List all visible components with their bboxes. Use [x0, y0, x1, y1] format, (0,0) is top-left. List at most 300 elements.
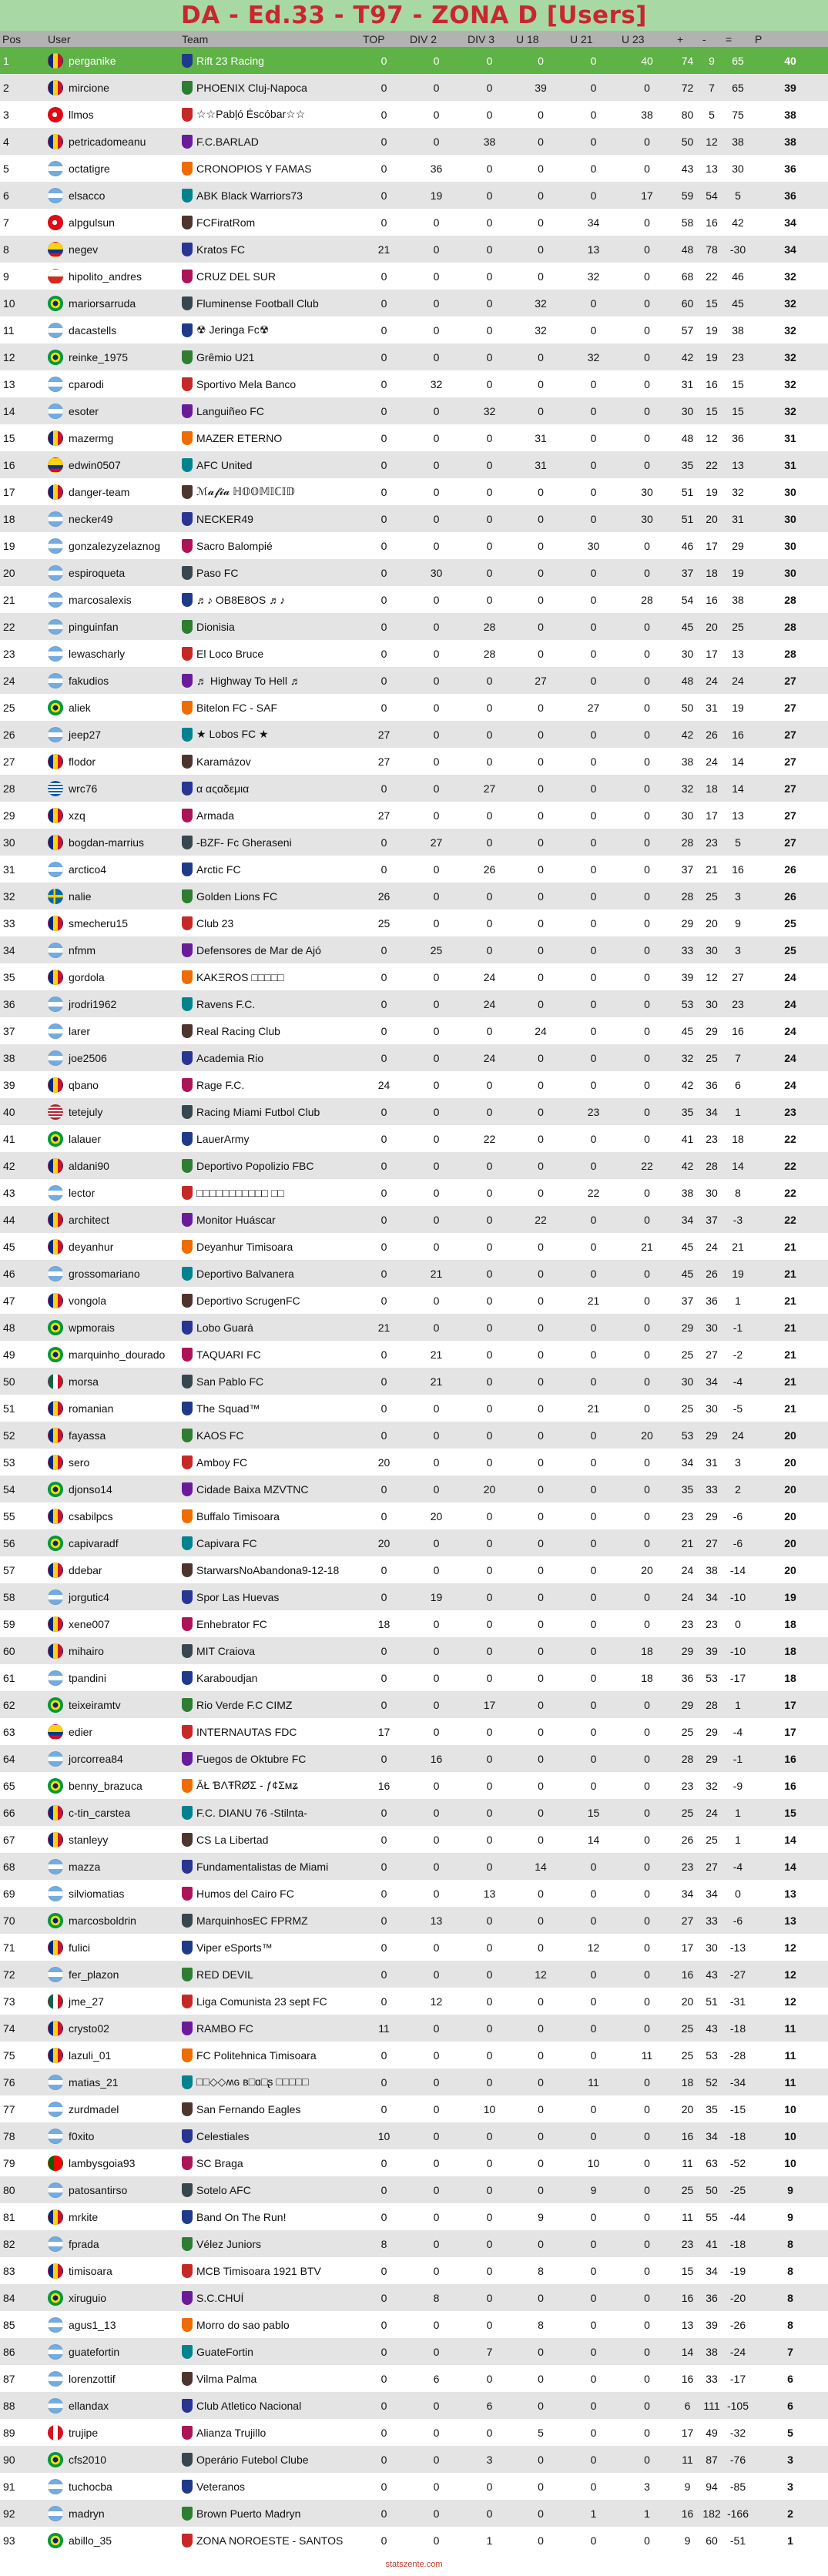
row-u21: 0	[590, 1860, 597, 1873]
row-eq: -1	[732, 1752, 743, 1765]
row-team-cell	[179, 2176, 360, 2203]
row-points: 20	[784, 1536, 796, 1549]
col-header-eq[interactable]: =	[726, 32, 732, 45]
row-user-link[interactable]: teixeiramtv	[69, 1698, 121, 1711]
row-user-link[interactable]: fulici	[69, 1941, 91, 1954]
row-div3: 0	[486, 1348, 493, 1361]
row-u21: 0	[590, 1536, 597, 1549]
row-user-link[interactable]: silviomatias	[69, 1887, 125, 1900]
row-team-link[interactable]: Dionisia	[196, 620, 235, 633]
row-team-link[interactable]: Ravens F.C.	[196, 997, 256, 1010]
row-user-link[interactable]: xene007	[69, 1617, 110, 1630]
row-div2: 32	[430, 377, 443, 390]
row-points: 32	[784, 323, 796, 337]
row-team-link[interactable]: Deportivo ScrugenFC	[196, 1294, 300, 1307]
row-eq: 13	[732, 458, 744, 471]
row-user-link[interactable]: mariorsarruda	[69, 296, 136, 310]
row-minus: 29	[706, 1429, 718, 1442]
row-user-link[interactable]: jorcorrea84	[69, 1752, 123, 1765]
col-header-points[interactable]: P	[755, 32, 763, 45]
row-user-link[interactable]: necker49	[69, 512, 113, 525]
row-user-link[interactable]: ellandax	[69, 2399, 109, 2412]
row-user-link[interactable]: gonzalezyzelaznog	[69, 539, 161, 552]
row-user-link[interactable]: jme_27	[69, 1995, 104, 2008]
row-user-link[interactable]: llmos	[69, 108, 94, 121]
row-div2: 0	[433, 243, 440, 256]
row-user-link[interactable]: lector	[69, 1186, 96, 1199]
country-flag-icon	[48, 862, 63, 877]
col-header-u23[interactable]: U 23	[622, 32, 645, 45]
row-div2: 0	[433, 782, 440, 795]
row-user-link[interactable]: mrkite	[69, 2210, 99, 2223]
row-user-link[interactable]: edwin0507	[69, 458, 121, 471]
row-user-link[interactable]: agus1_13	[69, 2318, 116, 2331]
row-u23: 0	[644, 2237, 650, 2250]
row-user-link[interactable]: esoter	[69, 404, 99, 417]
row-plus: 34	[681, 1213, 694, 1226]
col-header-u21[interactable]: U 21	[570, 32, 593, 45]
row-user-link[interactable]: patosantirso	[69, 2183, 128, 2196]
row-user-link[interactable]: timisoara	[69, 2264, 112, 2277]
row-team-link[interactable]: FC Politehnica Timisoara	[196, 2048, 317, 2062]
row-team-link[interactable]: Lobo Guará	[196, 1321, 253, 1334]
row-eq: -3	[732, 1213, 743, 1226]
row-team-link[interactable]: ★ Lobos FC ★	[196, 728, 269, 740]
row-team-link[interactable]: Alianza Trujillo	[196, 2426, 267, 2439]
row-user-link[interactable]: gordola	[69, 970, 105, 983]
row-user-link[interactable]: octatigre	[69, 162, 110, 175]
row-user-link[interactable]: marcosalexis	[69, 593, 132, 606]
row-user-link[interactable]: joe2506	[69, 1051, 107, 1064]
row-team-link[interactable]: □□□□□□□□□□□ □□	[196, 1186, 284, 1199]
row-points: 21	[784, 1402, 796, 1415]
row-points: 24	[784, 1051, 796, 1064]
team-crest-icon	[182, 323, 193, 337]
col-header-top[interactable]: TOP	[363, 32, 385, 45]
row-team-link[interactable]: Grêmio U21	[196, 350, 255, 363]
row-team-link[interactable]: FCFiratRom	[196, 216, 256, 229]
col-header-pos[interactable]: Pos	[2, 32, 22, 45]
row-user-cell	[45, 640, 179, 667]
row-user-link[interactable]: aldani90	[69, 1159, 109, 1172]
row-div2: 0	[433, 108, 440, 121]
row-team-link[interactable]: Operário Futebol Clube	[196, 2453, 309, 2466]
row-user-link[interactable]: fer_plazon	[69, 1968, 119, 1981]
row-u23: 0	[644, 2399, 650, 2412]
row-team-link[interactable]: ♬♪ OB8E8OS ♬♪	[196, 593, 286, 606]
row-user-link[interactable]: fayassa	[69, 1429, 106, 1442]
row-team-link[interactable]: Academia Rio	[196, 1051, 264, 1064]
row-top: 0	[380, 701, 387, 714]
col-header-minus[interactable]: -	[702, 32, 706, 45]
row-user-link[interactable]: nfmm	[69, 943, 96, 956]
row-eq: -34	[729, 2075, 746, 2089]
row-div2: 0	[433, 431, 440, 444]
row-team-link[interactable]: Sotelo AFC	[196, 2183, 251, 2196]
row-pos: 74	[3, 2022, 15, 2035]
row-team-link[interactable]: Deportivo Popolizio FBC	[196, 1159, 314, 1172]
row-user-link[interactable]: ddebar	[69, 1563, 102, 1576]
row-team-link[interactable]: StarwarsNoAbandona9-12-18	[196, 1563, 340, 1576]
row-team-link[interactable]: San Pablo FC	[196, 1375, 264, 1388]
row-team-link[interactable]: GuateFortin	[196, 2345, 253, 2358]
row-user-link[interactable]: guatefortin	[69, 2345, 120, 2358]
country-flag-icon	[48, 592, 63, 608]
row-team-link[interactable]: Celestiales	[196, 2129, 250, 2142]
row-team-cell	[179, 963, 360, 990]
row-user-link[interactable]: espiroqueta	[69, 566, 126, 579]
row-div3: 0	[486, 216, 493, 229]
row-user-link[interactable]: mazza	[69, 1860, 101, 1873]
row-u21: 0	[590, 1455, 597, 1469]
row-u18: 0	[538, 1294, 544, 1307]
row-user-link[interactable]: zurdmadel	[69, 2102, 119, 2115]
row-team-link[interactable]: Deportivo Balvanera	[196, 1267, 294, 1280]
row-u18: 0	[538, 350, 544, 363]
row-team-link[interactable]: Rio Verde F.C CIMZ	[196, 1698, 293, 1711]
row-team-link[interactable]: Morro do sao pablo	[196, 2318, 290, 2331]
row-user-link[interactable]: elsacco	[69, 189, 106, 202]
row-user-link[interactable]: pinguinfan	[69, 620, 119, 633]
row-user-link[interactable]: lambysgoia93	[69, 2156, 136, 2169]
row-team-link[interactable]: Karamázov	[196, 755, 251, 768]
row-user-link[interactable]: wpmorais	[69, 1321, 115, 1334]
row-team-link[interactable]: MAZER ETERNO	[196, 431, 283, 444]
row-pos: 81	[3, 2210, 15, 2223]
team-crest-icon	[182, 1995, 193, 2008]
row-team-link[interactable]: ☢︎ Jeringa Fc☢︎	[196, 323, 270, 336]
row-team-link[interactable]: CS La Libertad	[196, 1833, 269, 1846]
row-team-link[interactable]: Humos del Cairo FC	[196, 1887, 294, 1900]
row-points: 20	[784, 1482, 796, 1496]
row-team-cell	[179, 2527, 360, 2554]
row-team-link[interactable]: CRONOPIOS Y FAMAS	[196, 162, 312, 175]
row-div2: 19	[430, 1590, 443, 1603]
row-user-link[interactable]: marcosboldrin	[69, 1914, 136, 1927]
row-pos: 49	[3, 1348, 15, 1361]
row-team-link[interactable]: Amboy FC	[196, 1455, 248, 1469]
row-user-link[interactable]: grossomariano	[69, 1267, 140, 1280]
row-u23: 0	[644, 782, 650, 795]
row-eq: 21	[732, 1240, 744, 1253]
row-minus: 34	[706, 1887, 718, 1900]
row-user-link[interactable]: trujipe	[69, 2426, 99, 2439]
row-user-link[interactable]: sero	[69, 1455, 90, 1469]
row-team-link[interactable]: -BZF- Fc Gheraseni	[196, 836, 292, 849]
row-team-link[interactable]: RAMBO FC	[196, 2022, 253, 2035]
row-plus: 37	[681, 863, 694, 876]
row-user-link[interactable]: lazuli_01	[69, 2048, 112, 2062]
row-user-link[interactable]: arctico4	[69, 863, 107, 876]
row-u18: 0	[538, 1590, 544, 1603]
row-user-link[interactable]: edier	[69, 1725, 93, 1738]
row-user-link[interactable]: abillo_35	[69, 2534, 112, 2547]
table-row	[0, 2176, 828, 2203]
row-u23: 0	[644, 1078, 650, 1091]
team-crest-icon	[182, 1132, 193, 1146]
row-user-link[interactable]: lewascharly	[69, 647, 126, 660]
row-div2: 27	[430, 836, 443, 849]
row-team-link[interactable]: α αςαδεμια	[196, 782, 250, 795]
row-user-link[interactable]: djonso14	[69, 1482, 112, 1496]
row-team-link[interactable]: Bitelon FC - SAF	[196, 701, 278, 714]
row-user-link[interactable]: morsa	[69, 1375, 99, 1388]
row-team-link[interactable]: SC Braga	[196, 2156, 243, 2169]
row-team-link[interactable]: Languiñeo FC	[196, 404, 264, 417]
row-team-link[interactable]: Buffalo Timisoara	[196, 1509, 280, 1522]
row-plus: 28	[681, 889, 694, 903]
row-team-link[interactable]: INTERNAUTAS FDC	[196, 1725, 297, 1738]
row-team-link[interactable]: Kratos FC	[196, 243, 246, 256]
team-crest-icon	[182, 108, 193, 122]
row-team-link[interactable]: Cidade Baixa MZVTNC	[196, 1482, 309, 1496]
row-team-cell	[179, 1044, 360, 1071]
row-team-link[interactable]: Defensores de Mar de Ajó	[196, 943, 321, 956]
row-plus: 42	[681, 1159, 694, 1172]
row-team-link[interactable]: Sportivo Mela Banco	[196, 377, 297, 390]
col-header-user[interactable]: User	[48, 32, 71, 45]
row-u18: 0	[538, 1671, 544, 1684]
team-crest-icon	[182, 1509, 193, 1523]
team-crest-icon	[182, 54, 193, 68]
team-crest-icon	[182, 2156, 193, 2170]
row-team-link[interactable]: Fuegos de Oktubre FC	[196, 1752, 307, 1765]
row-user-link[interactable]: flodor	[69, 755, 96, 768]
row-user-link[interactable]: mazermg	[69, 431, 114, 444]
row-user-link[interactable]: f0xito	[69, 2129, 95, 2142]
row-user-cell	[45, 1233, 179, 1260]
row-u18: 0	[538, 1563, 544, 1576]
row-team-link[interactable]: ZONA NOROESTE - SANTOS	[196, 2534, 344, 2547]
col-header-div2[interactable]: DIV 2	[410, 32, 437, 45]
row-team-link[interactable]: The Squad™	[196, 1402, 260, 1415]
row-user-link[interactable]: vongola	[69, 1294, 107, 1307]
country-flag-icon	[48, 215, 63, 230]
row-team-link[interactable]: Rage F.C.	[196, 1078, 245, 1091]
row-team-link[interactable]: Arctic FC	[196, 863, 241, 876]
row-team-link[interactable]: MCB Timisoara 1921 BTV	[196, 2264, 321, 2277]
row-team-link[interactable]: ABK Black Warriors73	[196, 189, 303, 202]
row-team-link[interactable]: □□◇◇ʍɢ ʙ□ɑ□ʂ □□□□□	[196, 2075, 309, 2088]
row-points: 38	[784, 108, 796, 121]
row-u18: 0	[538, 1078, 544, 1091]
row-team-link[interactable]: Paso FC	[196, 566, 239, 579]
row-points: 28	[784, 593, 796, 606]
row-user-link[interactable]: nalie	[69, 889, 92, 903]
row-pos: 75	[3, 2048, 15, 2062]
row-user-link[interactable]: wrc76	[69, 782, 98, 795]
row-team-link[interactable]: F.C.BARLAD	[196, 135, 259, 148]
row-user-link[interactable]: fakudios	[69, 674, 109, 687]
row-user-link[interactable]: marquinho_dourado	[69, 1348, 166, 1361]
row-minus: 43	[706, 2022, 718, 2035]
col-header-u18[interactable]: U 18	[516, 32, 539, 45]
row-team-link[interactable]: Band On The Run!	[196, 2210, 287, 2223]
row-minus: 37	[706, 1213, 718, 1226]
row-user-link[interactable]: smecheru15	[69, 916, 129, 930]
team-crest-icon	[182, 647, 193, 661]
row-team-link[interactable]: Vilma Palma	[196, 2372, 257, 2385]
row-top: 0	[380, 566, 387, 579]
country-flag-icon	[48, 916, 63, 931]
table-row	[0, 2122, 828, 2149]
row-team-link[interactable]: Club Atletico Nacional	[196, 2399, 302, 2412]
row-user-link[interactable]: bogdan-marrius	[69, 836, 145, 849]
row-team-link[interactable]: Monitor Huáscar	[196, 1213, 276, 1226]
row-user-link[interactable]: aliek	[69, 701, 91, 714]
row-team-link[interactable]: ĂŁ ƁΛŦᏒØƩ - ƒ¢Ʃᴍʑ	[196, 1779, 298, 1791]
row-user-cell	[45, 802, 179, 829]
row-user-link[interactable]: mihairo	[69, 1644, 104, 1657]
row-points: 28	[784, 620, 796, 633]
row-u23: 0	[644, 135, 650, 148]
row-user-link[interactable]: lorenzottif	[69, 2372, 116, 2385]
table-row	[0, 1799, 828, 1826]
row-user-link[interactable]: capivaradf	[69, 1536, 119, 1549]
row-user-link[interactable]: perganike	[69, 54, 116, 67]
row-user-cell	[45, 1502, 179, 1529]
row-user-link[interactable]: csabilpcs	[69, 1509, 113, 1522]
row-user-link[interactable]: larer	[69, 1024, 91, 1037]
row-team-link[interactable]: KAOS FC	[196, 1429, 244, 1442]
row-points: 24	[784, 1078, 796, 1091]
row-user-link[interactable]: reinke_1975	[69, 350, 129, 363]
row-user-link[interactable]: fprada	[69, 2237, 99, 2250]
row-team-link[interactable]: Brown Puerto Madryn	[196, 2507, 301, 2520]
team-crest-icon	[182, 836, 193, 849]
row-u18: 0	[538, 1806, 544, 1819]
row-user-link[interactable]: xzq	[69, 809, 85, 822]
row-team-link[interactable]: CRUZ DEL SUR	[196, 270, 276, 283]
row-user-link[interactable]: dacastells	[69, 323, 117, 337]
team-crest-icon	[182, 2372, 193, 2386]
row-user-link[interactable]: cparodi	[69, 377, 104, 390]
row-user-link[interactable]: negev	[69, 243, 99, 256]
team-crest-icon	[182, 1482, 193, 1496]
row-team-link[interactable]: KAKΞROS □□□□□	[196, 970, 284, 983]
row-eq: -105	[726, 2399, 749, 2412]
row-div3: 0	[486, 1725, 493, 1738]
country-flag-icon	[48, 1616, 63, 1632]
row-team-link[interactable]: Capivara FC	[196, 1536, 257, 1549]
row-div3: 0	[486, 2480, 493, 2493]
row-user-link[interactable]: jeep27	[69, 728, 102, 741]
table-row	[0, 1422, 828, 1449]
row-user-link[interactable]: crysto02	[69, 2022, 109, 2035]
row-user-link[interactable]: deyanhur	[69, 1240, 114, 1253]
col-header-div3[interactable]: DIV 3	[468, 32, 495, 45]
row-div2: 0	[433, 2210, 440, 2223]
row-team-link[interactable]: Viper eSports™	[196, 1941, 273, 1954]
row-pos: 22	[3, 620, 15, 633]
team-crest-icon	[182, 1860, 193, 1874]
row-team-link[interactable]: Real Racing Club	[196, 1024, 280, 1037]
row-div3: 0	[486, 1078, 493, 1091]
row-div3: 0	[486, 1105, 493, 1118]
row-team-link[interactable]: Vélez Juniors	[196, 2237, 262, 2250]
row-team-link[interactable]: RED DEVIL	[196, 1968, 253, 1981]
country-flag-icon	[48, 619, 63, 635]
team-crest-icon	[182, 431, 193, 445]
row-user-link[interactable]: hipolito_andres	[69, 270, 142, 283]
row-team-link[interactable]: MarquinhosEC FPRMZ	[196, 1914, 308, 1927]
row-team-link[interactable]: El Loco Bruce	[196, 647, 264, 660]
row-user-link[interactable]: mircione	[69, 81, 109, 94]
row-user-link[interactable]: tetejuly	[69, 1105, 103, 1118]
table-row	[0, 209, 828, 236]
row-team-link[interactable]: Spor Las Huevas	[196, 1590, 280, 1603]
row-team-link[interactable]: MIT Craiova	[196, 1644, 255, 1657]
row-user-link[interactable]: tuchocba	[69, 2480, 112, 2493]
row-div2: 0	[433, 1860, 440, 1873]
row-team-link[interactable]: S.C.CHUÍ	[196, 2291, 244, 2304]
row-points: 34	[784, 216, 796, 229]
row-div3: 0	[486, 1213, 493, 1226]
row-team-link[interactable]: PHOENIX Cluj-Napoca	[196, 81, 307, 94]
row-team-link[interactable]: Golden Lions FC	[196, 889, 278, 903]
row-user-link[interactable]: qbano	[69, 1078, 99, 1091]
row-team-link[interactable]: ♬ Highway To Hell ♬	[196, 674, 301, 687]
row-user-link[interactable]: jorgutic4	[69, 1590, 109, 1603]
row-u23: 21	[641, 1240, 653, 1253]
row-minus: 16	[706, 377, 718, 390]
row-team-link[interactable]: Deyanhur Timisoara	[196, 1240, 293, 1253]
row-user-link[interactable]: stanleyy	[69, 1833, 109, 1846]
row-user-link[interactable]: jrodri1962	[69, 997, 117, 1010]
row-team-link[interactable]: San Fernando Eagles	[196, 2102, 301, 2115]
row-team-link[interactable]: Liga Comunista 23 sept FC	[196, 1995, 327, 2008]
row-team-link[interactable]: TAQUARI FC	[196, 1348, 261, 1361]
row-user-cell	[45, 1718, 179, 1745]
row-team-link[interactable]: Fluminense Football Club	[196, 296, 319, 310]
row-user-link[interactable]: architect	[69, 1213, 109, 1226]
row-team-link[interactable]: ☆☆Pabļó Éscóbar☆☆	[196, 108, 306, 120]
row-user-link[interactable]: petricadomeanu	[69, 135, 146, 148]
row-user-link[interactable]: lalauer	[69, 1132, 102, 1145]
row-team-link[interactable]: F.C. DIANU 76 -Stilnta-	[196, 1806, 307, 1819]
row-team-link[interactable]: Fundamentalistas de Miami	[196, 1860, 329, 1873]
row-user-link[interactable]: matias_21	[69, 2075, 119, 2089]
row-user-link[interactable]: benny_brazuca	[69, 1779, 142, 1792]
row-team-link[interactable]: Sacro Balompié	[196, 539, 273, 552]
row-user-link[interactable]: xiruguio	[69, 2291, 107, 2304]
row-div2: 0	[433, 2102, 440, 2115]
row-div2: 0	[433, 485, 440, 498]
country-flag-icon	[48, 700, 63, 715]
row-user-link[interactable]: romanian	[69, 1402, 114, 1415]
row-team-link[interactable]: ℳ𝓪𝓯𝓲𝓪 ℍ𝕆𝕆𝕄𝕀ℂ𝕀𝔻	[196, 485, 295, 497]
row-team-link[interactable]: AFC United	[196, 458, 253, 471]
row-user-link[interactable]: alpgulsun	[69, 216, 115, 229]
row-user-link[interactable]: c-tin_carstea	[69, 1806, 131, 1819]
row-user-link[interactable]: cfs2010	[69, 2453, 107, 2466]
row-team-link[interactable]: Club 23	[196, 916, 234, 930]
footer-credit[interactable]: statszente.com	[385, 2559, 443, 2569]
row-user-link[interactable]: tpandini	[69, 1671, 107, 1684]
row-team-link[interactable]: Armada	[196, 809, 235, 822]
row-team-link[interactable]: Enhebrator FC	[196, 1617, 267, 1630]
row-team-link[interactable]: Karaboudjan	[196, 1671, 258, 1684]
row-team-link[interactable]: Veteranos	[196, 2480, 246, 2493]
row-team-link[interactable]: Racing Miami Futbol Club	[196, 1105, 320, 1118]
row-user-link[interactable]: madryn	[69, 2507, 105, 2520]
row-team-link[interactable]: LauerArmy	[196, 1132, 250, 1145]
row-team-link[interactable]: Rift 23 Racing	[196, 54, 264, 67]
row-team-link[interactable]: NECKER49	[196, 512, 253, 525]
col-header-plus[interactable]: +	[677, 32, 684, 45]
col-header-team[interactable]: Team	[182, 32, 209, 45]
row-user-link[interactable]: danger-team	[69, 485, 130, 498]
